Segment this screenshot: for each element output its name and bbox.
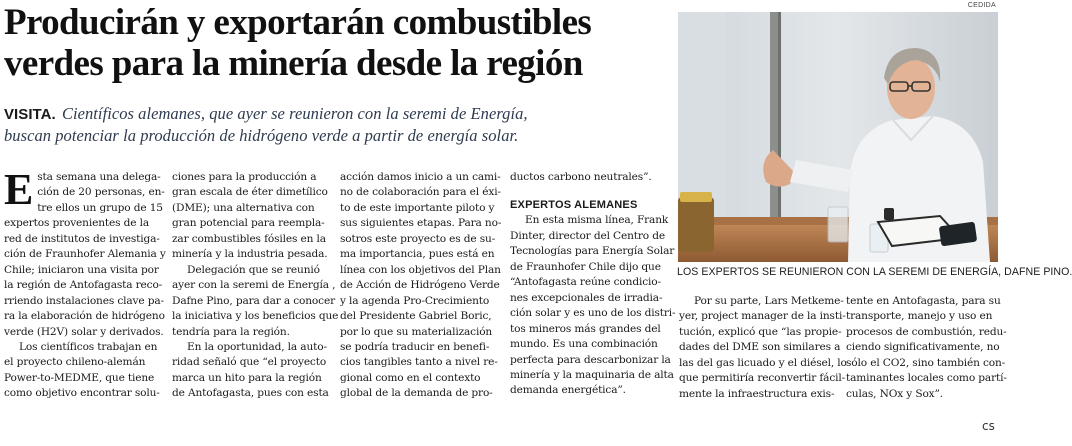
col1-line: ción de 20 personas, en-: [37, 186, 165, 199]
col3-line: acción damos inicio a un cami-: [340, 171, 501, 183]
article-column-1: [4, 165, 166, 402]
headline: [4, 2, 672, 84]
col2-line: Delegación que se reunió: [187, 263, 320, 276]
col3-line: to de este importante piloto y: [340, 201, 495, 214]
col4-line: Tecnologías para Energía Solar: [510, 245, 675, 258]
col2-line: (DME); una alternativa con: [172, 201, 315, 214]
col2-line: ciones para la producción a: [172, 171, 317, 183]
col1-line: Los científicos trabajan en: [19, 340, 158, 353]
col4-line: En esta misma línea, Frank: [525, 214, 669, 227]
col4-line: minería y la maquinaria de alta: [510, 368, 674, 381]
article-column-3: [340, 170, 505, 402]
col2-line: zar combustibles fósiles en la: [172, 232, 326, 245]
subhead: EXPERTOS ALEMANES: [510, 199, 638, 212]
col3-line: no de colaboración para el éxi-: [340, 186, 501, 199]
col5-line: mente la infraestructura exis-: [679, 387, 835, 400]
col1-line: tre ellos un grupo de 15: [37, 201, 163, 214]
headline-line-2: verdes para la minería desde la región: [4, 43, 583, 84]
lead-kicker: VISITA.: [4, 106, 56, 123]
col2-line: ridad señaló que “el proyecto: [172, 356, 327, 369]
col6-line: culas, NOx y Sox”.: [846, 387, 943, 400]
col4-line: mundo. Es una combinación: [510, 338, 658, 351]
col3-line: y la agenda Pro-Crecimiento: [340, 294, 490, 307]
col1-line: ción de Fraunhofer Alemania y: [4, 248, 166, 261]
article-photo-block: [678, 2, 998, 262]
col4-line: tos mineros más grandes del: [510, 322, 661, 335]
col5-line: las del gas licuado y el diésel, lo: [679, 356, 847, 369]
col1-line: sta semana una delega-: [37, 171, 161, 183]
col1-line: Power-to-MEDME, que tiene: [4, 371, 155, 384]
lead-text-line-1: Científicos alemanes, que ayer se reunieron con la seremi de Energía,: [61, 104, 528, 123]
col6-line: ciendo significativamente, no: [846, 341, 1000, 354]
end-of-article-mark: cs: [982, 419, 995, 433]
col4-line: ductos carbono neutrales”.: [510, 171, 652, 183]
col2-line: ayer con la seremi de Energía ,: [172, 279, 336, 292]
col5-line: Por su parte, Lars Metkeme-: [694, 295, 844, 307]
col2-line: tendría para la región.: [172, 325, 290, 338]
col2-line: gran escala de éter dimetílico: [172, 186, 328, 199]
col5-line: que permitiría reconvertir fácil-: [679, 372, 846, 385]
headline-line-1: Producirán y exportarán combustibles: [4, 2, 592, 43]
col3-line: sotros este proyecto es de su-: [340, 232, 496, 245]
col4-line: Dinter, director del Centro de: [510, 229, 665, 242]
col3-line: sus siguientes etapas. Para no-: [340, 217, 502, 230]
col1-line: red de institutos de investiga-: [4, 232, 160, 245]
photo-caption: LOS EXPERTOS SE REUNIERON CON LA SEREMI DE ENERGÍA, DAFNE PINO.: [677, 266, 1072, 278]
lead-paragraph: [4, 103, 672, 146]
col1-line: Chile; iniciaron una visita por: [4, 263, 159, 276]
dropcap: E: [4, 165, 34, 214]
col3-line: cios tangibles tanto a nivel re-: [340, 356, 498, 369]
col4-line: “Antofagasta reúne condicio-: [510, 276, 661, 289]
col5-line: tución, explicó que “las propie-: [679, 325, 842, 338]
col3-line: de Acción de Hidrógeno Verde: [340, 279, 500, 292]
col1-line: la región de Antofagasta reco-: [4, 279, 163, 292]
col6-line: tente en Antofagasta, para su: [846, 295, 1001, 307]
col4-line: nes excepcionales de irradia-: [510, 291, 663, 304]
col1-line: el proyecto chileno-alemán: [4, 356, 146, 369]
col3-line: gional como en el contexto: [340, 371, 481, 384]
photo-illustration: [678, 12, 998, 262]
article-column-6: [846, 294, 1007, 402]
col3-line: se podría traducir en benefi-: [340, 340, 490, 353]
col1-line: como objetivo encontrar solu-: [4, 387, 160, 400]
col2-line: Dafne Pino, para dar a conocer: [172, 294, 335, 307]
article-column-2: [172, 170, 339, 402]
col2-line: En la oportunidad, la auto-: [187, 340, 327, 353]
col4-line: demanda energética”.: [510, 384, 626, 397]
col3-line: del Presidente Gabriel Boric,: [340, 310, 492, 323]
col5-line: dades del DME son similares a: [679, 341, 841, 354]
col1-line: rriendo instalaciones clave pa-: [4, 294, 164, 307]
col2-line: gran potencial para reempla-: [172, 217, 325, 230]
col4-line: de Fraunhofer Chile dijo que: [510, 260, 661, 273]
col6-line: sólo el CO2, sino también con-: [846, 356, 1006, 369]
article-column-4: [510, 170, 675, 399]
col2-line: minería y la industria pesada.: [172, 248, 328, 261]
col4-line: ción solar y es uno de los distri-: [510, 307, 676, 320]
col1-line: expertos provenientes de la: [4, 217, 149, 230]
col3-line: global de la demanda de pro-: [340, 387, 493, 400]
col5-line: yer, project manager de la insti-: [679, 310, 846, 323]
col2-line: de Antofagasta, pues con esta: [172, 387, 329, 400]
article-photo: [678, 12, 998, 262]
col2-line: la iniciativa y los beneficios que: [172, 310, 339, 323]
col6-line: transporte, manejo y uso en: [846, 310, 993, 323]
col2-line: marca un hito para la región: [172, 371, 322, 384]
col3-line: ma importancia, pues está en: [340, 248, 495, 261]
col1-line: verde (H2V) solar y derivados.: [4, 325, 164, 338]
lead-text-line-2: buscan potenciar la producción de hidrógeno verde a partir de energía solar.: [4, 126, 519, 145]
photo-credit: CEDIDA: [967, 2, 996, 9]
col6-line: taminantes locales como partí-: [846, 372, 1007, 385]
col4-line: perfecta para descarbonizar la: [510, 353, 671, 366]
col3-line: línea con los objetivos del Plan: [340, 263, 501, 276]
col1-line: ra la elaboración de hidrógeno: [4, 310, 165, 323]
article-column-5: [679, 294, 847, 402]
col6-line: procesos de combustión, redu-: [846, 325, 1007, 338]
col3-line: por lo que su materialización: [340, 325, 493, 338]
